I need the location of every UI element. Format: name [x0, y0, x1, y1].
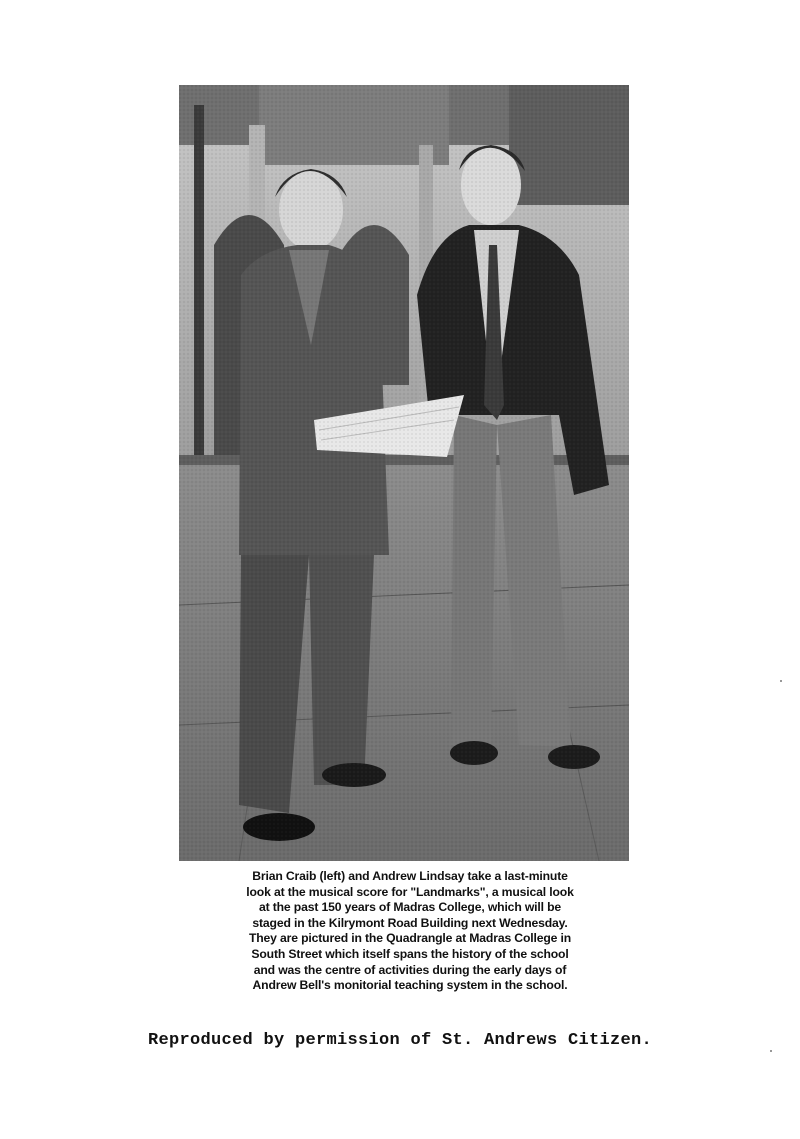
speck-mark — [770, 1050, 772, 1052]
caption-line: at the past 150 years of Madras College, which will be — [258, 900, 562, 915]
caption-line: South Street which itself spans the history of the school — [251, 946, 569, 961]
caption-line: look at the musical score for "Landmarks", a musical look — [246, 884, 574, 899]
caption-line: and was the centre of activities during the early days of — [253, 962, 567, 977]
speck-mark — [780, 680, 782, 682]
caption-line: Andrew Bell's monitorial teaching system in the school. — [252, 978, 568, 993]
permission-credit: Reproduced by permission of St. Andrews Citizen. — [147, 1031, 653, 1050]
photo-illustration — [179, 85, 629, 861]
caption-line: staged in the Kilrymont Road Building next Wednesday. — [252, 915, 568, 930]
newspaper-photo — [179, 85, 629, 861]
photo-caption — [210, 869, 610, 994]
caption-line: Brian Craib (left) and Andrew Lindsay take a last-minute — [252, 869, 568, 883]
caption-line: They are pictured in the Quadrangle at Madras College in — [248, 931, 572, 946]
